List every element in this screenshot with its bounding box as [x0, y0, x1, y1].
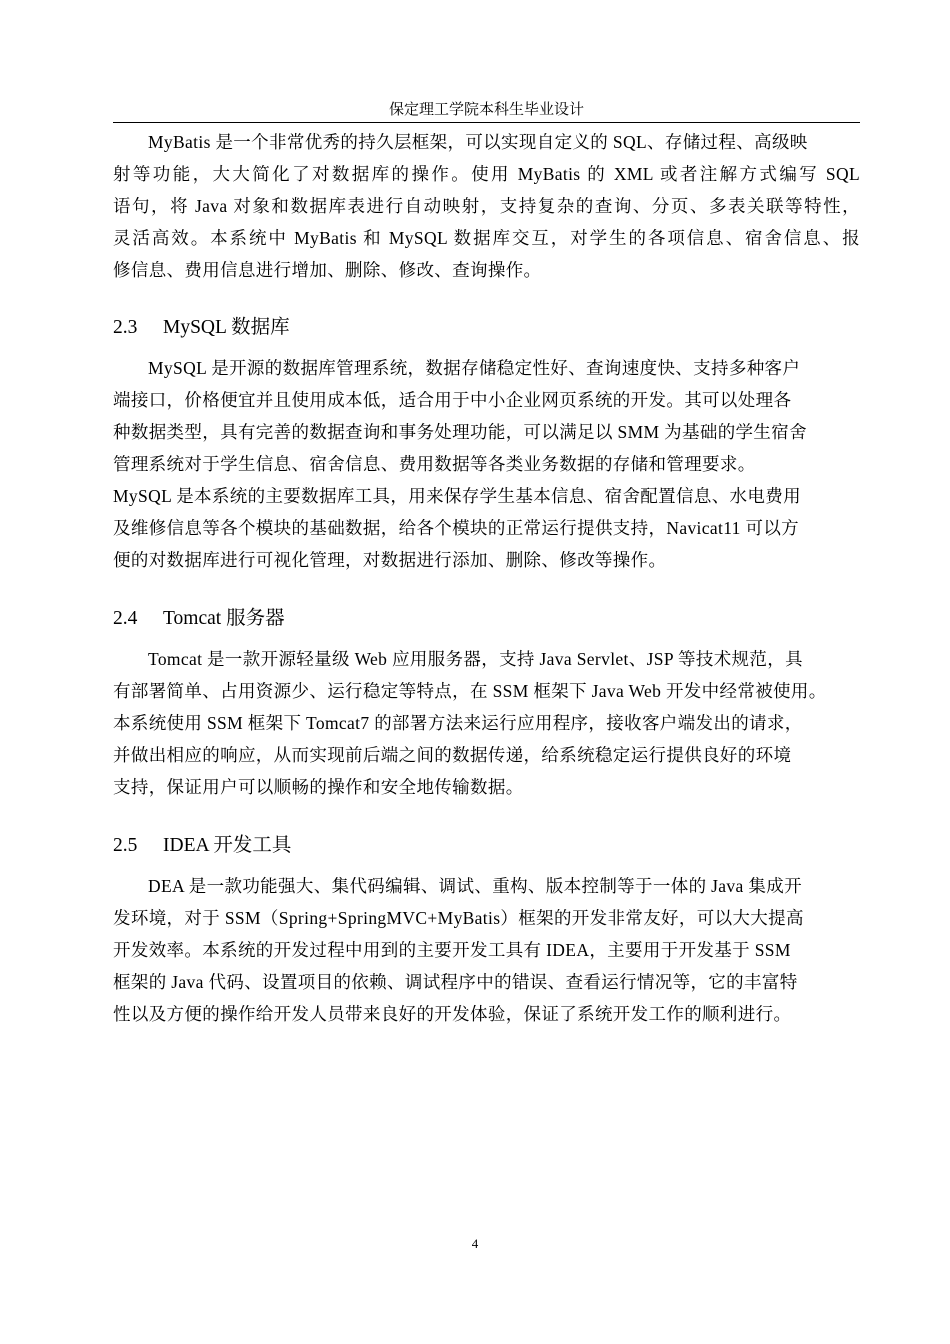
- paragraph-line: 射等功能，大大简化了对数据库的操作。使用 MyBatis 的 XML 或者注解方式编写 SQL: [113, 164, 860, 184]
- paragraph-line: 管理系统对于学生信息、宿舍信息、费用数据等各类业务数据的存储和管理要求。: [113, 454, 756, 474]
- section-heading-2-5: [113, 830, 860, 862]
- section-title: IDEA 开发工具: [163, 835, 292, 856]
- section-number: 2.4: [113, 608, 138, 629]
- paragraph-line: 有部署简单、占用资源少、运行稳定等特点，在 SSM 框架下 Java Web 开发中经常被使用。: [113, 681, 827, 701]
- section-title: Tomcat 服务器: [163, 608, 285, 629]
- document-body: [113, 126, 860, 1030]
- paragraph-line: MySQL 是开源的数据库管理系统，数据存储稳定性好、查询速度快、支持多种客户: [148, 358, 801, 378]
- paragraph-line: 语句，将 Java 对象和数据库表进行自动映射，支持复杂的查询、分页、多表关联等特性，: [113, 196, 860, 216]
- paragraph-line: DEA 是一款功能强大、集代码编辑、调试、重构、版本控制等于一体的 Java 集成开: [148, 876, 802, 896]
- section-number: 2.3: [113, 317, 138, 338]
- page-header: [113, 98, 860, 123]
- paragraph-line: 并做出相应的响应，从而实现前后端之间的数据传递，给系统稳定运行提供良好的环境: [113, 745, 792, 765]
- paragraph-line: 本系统使用 SSM 框架下 Tomcat7 的部署方法来运行应用程序，接收客户端发出的请求，: [113, 713, 803, 733]
- paragraph-line: 灵活高效。本系统中 MyBatis 和 MySQL 数据库交互，对学生的各项信息、宿舍信息、报: [113, 228, 860, 248]
- paragraph-line: MyBatis 是一个非常优秀的持久层框架，可以实现自定义的 SQL、存储过程、高级映: [148, 132, 808, 152]
- section-number: 2.5: [113, 835, 138, 856]
- section-paragraph-2-5: [113, 870, 860, 1030]
- paragraph-line: Tomcat 是一款开源轻量级 Web 应用服务器，支持 Java Servlet、JSP 等技术规范，具: [148, 649, 803, 669]
- paragraph-line: 框架的 Java 代码、设置项目的依赖、调试程序中的错误、查看运行情况等，它的丰富特: [113, 972, 798, 992]
- paragraph-line: 及维修信息等各个模块的基础数据，给各个模块的正常运行提供支持，Navicat11 可以方: [113, 518, 800, 538]
- paragraph-line: 发环境，对于 SSM（Spring+SpringMVC+MyBatis）框架的开发非常友好，可以大大提高: [113, 908, 804, 928]
- paragraph-line: 支持，保证用户可以顺畅的操作和安全地传输数据。: [113, 777, 524, 797]
- section-paragraph-2-3: [113, 352, 860, 576]
- paragraph-line: 种数据类型，具有完善的数据查询和事务处理功能，可以满足以 SMM 为基础的学生宿舍: [113, 422, 807, 442]
- paragraph-line: 便的对数据库进行可视化管理，对数据进行添加、删除、修改等操作。: [113, 550, 667, 570]
- section-heading-2-4: [113, 603, 860, 635]
- page-number: 4: [471, 1236, 479, 1251]
- intro-paragraph: [113, 126, 860, 286]
- section-heading-2-3: [113, 312, 860, 344]
- section-title: MySQL 数据库: [163, 317, 290, 338]
- paragraph-line: 修信息、费用信息进行增加、删除、修改、查询操作。: [113, 260, 542, 280]
- paragraph-line: 性以及方便的操作给开发人员带来良好的开发体验，保证了系统开发工作的顺利进行。: [113, 1004, 792, 1024]
- paragraph-line: 开发效率。本系统的开发过程中用到的主要开发工具有 IDEA，主要用于开发基于 SSM: [113, 940, 791, 960]
- paragraph-line: 端接口，价格便宜并且使用成本低，适合用于中小企业网页系统的开发。其可以处理各: [113, 390, 792, 410]
- section-paragraph-2-4: [113, 643, 860, 803]
- paragraph-line: MySQL 是本系统的主要数据库工具，用来保存学生基本信息、宿舍配置信息、水电费用: [113, 486, 801, 506]
- header-title: 保定理工学院本科生毕业设计: [388, 102, 584, 118]
